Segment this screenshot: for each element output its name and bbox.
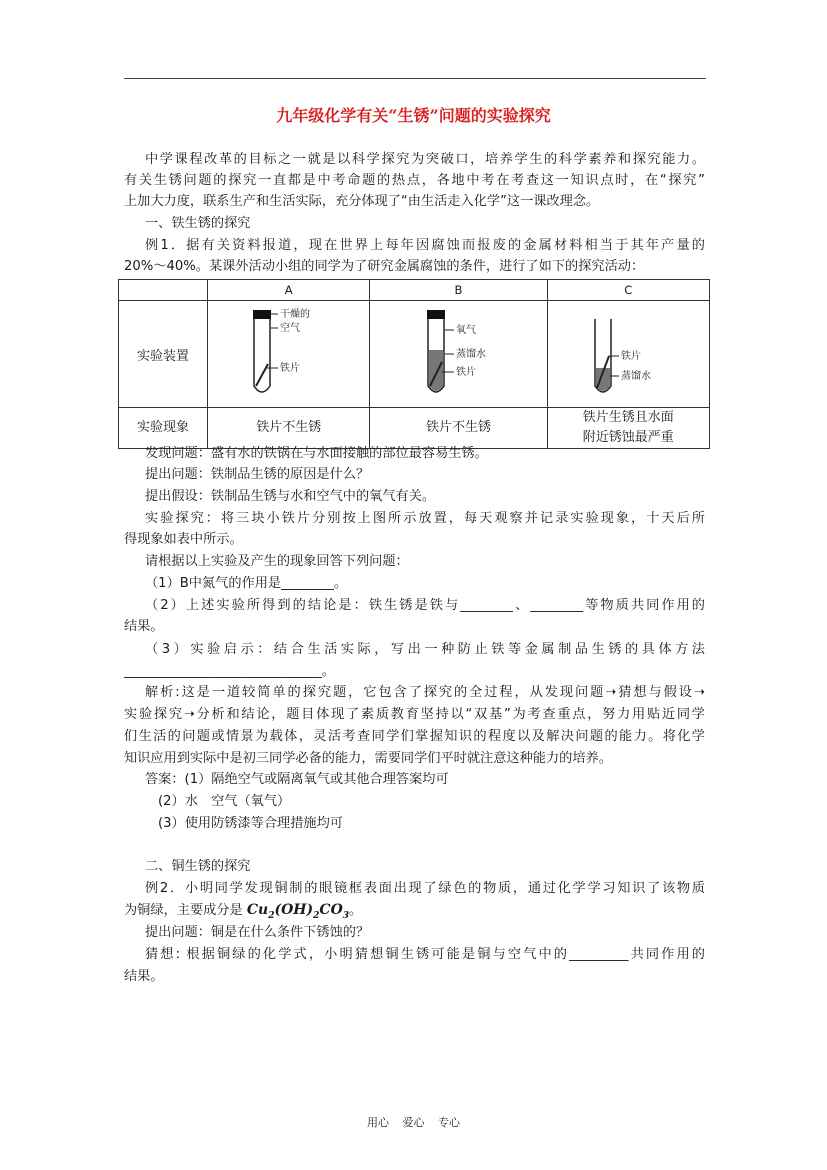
iron-strip-a [256,364,268,386]
apparatus-a-cell [208,301,370,408]
footer-word-1: 用心 [367,1116,389,1129]
analysis-line-1: 解析:这是一道较简单的探究题，它包含了探究的全过程，从发现问题➝猜想与假设➝ [145,685,705,700]
body-line-5: 得现象如表中所示。 [124,532,243,547]
body-line-3: 提出假设：铁制品生锈与水和空气中的氧气有关。 [145,489,436,504]
formula-cu-sub: 2 [268,910,275,921]
apparatus-c-cell [547,301,709,408]
header-rule [124,78,706,79]
analysis-line-4: 知识应用到实际中是初三同学必备的能力，需要同学们平时就注意这种能力的培养。 [124,751,612,766]
test-tube-a-diagram [234,304,344,404]
body-line-4: 实验探究：将三块小铁片分别按上图所示放置，每天观察并记录实验现象，十天后所 [145,511,705,526]
body-line-6: 请根据以上实验及产生的现象回答下列问题： [145,554,409,569]
intro-line-2: 有关生锈问题的探究一直都是中考命题的热点，各地中考在考查这一知识点时，在“探究” [124,173,705,188]
phenomenon-b: 铁片不生锈 [370,408,547,449]
question-2: （2）上述实验所得到的结论是：铁生锈是铁与________、________等物质共同作用的 [145,598,705,613]
test-tube-c-diagram [573,304,683,404]
analysis-line-3: 们生活的问题或情景为载体，灵活考查同学们掌握知识的程度以及解决问题的能力。将化学 [124,729,705,744]
section-heading-copper: 二、铜生锈的探究 [145,859,251,874]
label-b-oxygen: 氧气 [456,325,477,336]
experiment-table [118,279,710,449]
example2-line-2-text: 为铜绿，主要成分是 [124,903,243,918]
phenomenon-c-line-2: 附近锈蚀最严重 [582,430,674,445]
phenomenon-a: 铁片不生锈 [208,408,370,449]
intro-line-3: 上加大力度，联系生产和生活实际，充分体现了“由生活走入化学”这一课改理念。 [124,194,600,209]
stopper-b [427,310,445,319]
body-line-1: 发现问题：盛有水的铁锅在与水面接触的部位最容易生锈。 [145,446,488,461]
analysis-line-2: 实验探究➝分析和结论，题目体现了素质教育坚持以“双基”为考查重点，努力用贴近同学 [124,707,705,722]
label-c-water: 蒸馏水 [621,371,652,382]
col-header-b: B [370,280,547,301]
example2-line-2 [124,900,362,926]
page-footer [0,1114,827,1130]
tube-a [254,319,270,392]
formula-oh-sub: 2 [313,910,320,921]
formula-cu: Cu [246,902,269,918]
footer-word-3: 专心 [438,1116,460,1129]
label-b-water: 蒸馏水 [456,349,487,360]
footer-word-2: 爱心 [402,1116,425,1129]
label-c-iron: 铁片 [621,351,642,362]
body-line-2: 提出问题：铁制品生锈的原因是什么？ [145,467,370,482]
formula-oh: (OH) [274,902,314,918]
stopper-a [253,310,271,319]
example1-line-2: 20%～40%。某课外活动小组的同学为了研究金属腐蚀的条件，进行了如下的探究活动： [124,259,645,274]
test-tube-b-diagram [398,304,518,404]
apparatus-b-cell [370,301,547,408]
label-a-iron: 铁片 [279,363,300,374]
phenomenon-c [547,408,709,449]
col-header-a: A [208,280,370,301]
intro-line-1: 中学课程改革的目标之一就是以科学探究为突破口，培养学生的科学素养和探究能力。 [145,152,705,167]
copper-question: 提出问题：铜是在什么条件下锈蚀的？ [145,925,370,940]
question-3-blank: ______________________________。 [124,664,335,679]
label-a-air: 空气 [279,323,300,334]
row-header-phenomenon: 实验现象 [119,408,208,449]
label-b-iron: 铁片 [456,367,477,378]
section-heading-iron: 一、铁生锈的探究 [145,216,251,231]
formula-co: CO [319,902,343,918]
answer-2: (2）水 空气（氧气） [158,794,291,809]
row-header-apparatus: 实验装置 [119,301,208,408]
copper-hypothesis: 猜想: 根据铜绿的化学式，小明猜想铜生锈可能是铜与空气中的_________共同作用的 [145,947,705,962]
question-3: （3）实验启示：结合生活实际，写出一种防止铁等金属制品生锈的具体方法 [145,642,705,657]
question-2-cont: 结果。 [124,619,164,634]
chemical-formula [246,902,350,921]
col-header-c: C [547,280,709,301]
answer-3: (3）使用防锈漆等合理措施均可 [158,816,343,831]
copper-hypothesis-cont: 结果。 [124,969,164,984]
example2-line-2-end: 。 [349,903,363,918]
question-1: （1）B中氮气的作用是________。 [145,576,348,591]
formula-co-sub: 3 [342,910,350,921]
example1-line-1: 例1．据有关资料报道，现在世界上每年因腐蚀而报废的金属材料相当于其年产量的 [145,238,705,253]
phenomenon-c-line-1: 铁片生锈且水面 [582,410,674,425]
answer-1: 答案：(1）隔绝空气或隔离氧气或其他合理答案均可 [145,772,449,787]
example2-line-1: 例2．小明同学发现铜制的眼镜框表面出现了绿色的物质，通过化学学习知识了该物质 [145,881,705,896]
label-a-dry: 干燥的 [279,309,310,320]
table-corner-cell [119,280,208,301]
page-title: 九年级化学有关“生锈”问题的实验探究 [276,106,551,125]
